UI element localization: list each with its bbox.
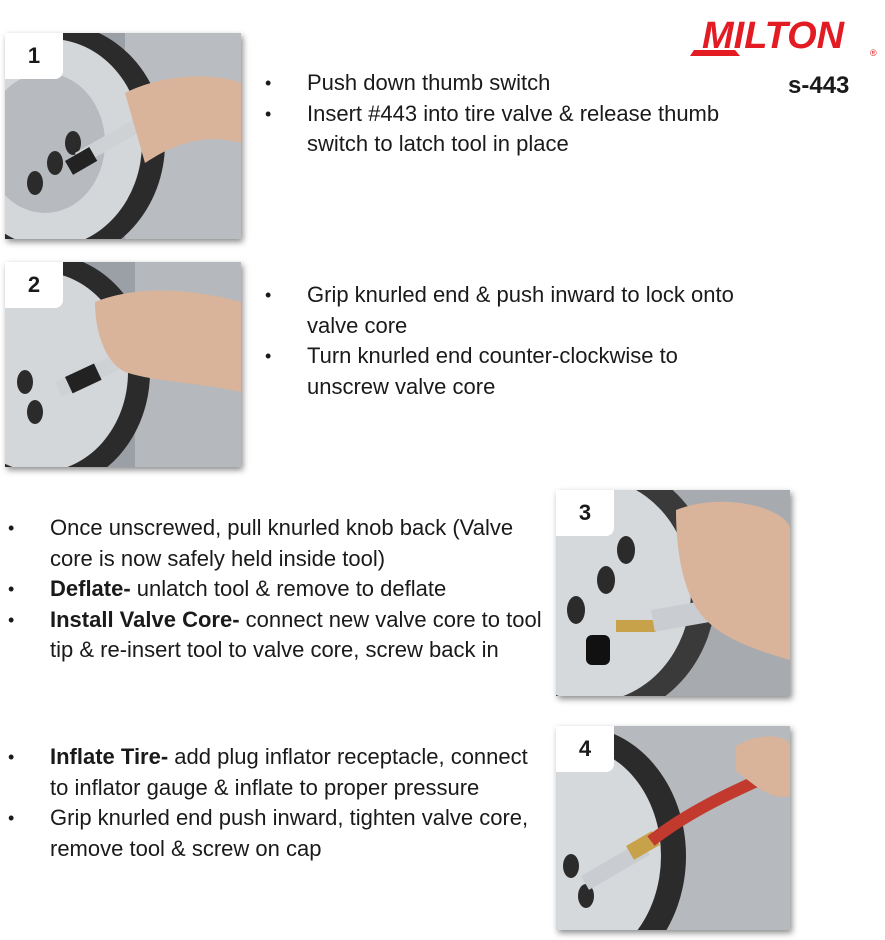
step-1-number: 1 bbox=[5, 33, 63, 79]
step-4-number: 4 bbox=[556, 726, 614, 772]
step-2-bullet-2: • Turn knurled end counter-clockwise to unscrew valve core bbox=[265, 341, 745, 402]
step-3-bullet-3: • Install Valve Core- connect new valve core to tool tip & re-insert tool to valve core, screw back in bbox=[8, 605, 543, 666]
milton-logo bbox=[680, 6, 880, 62]
step-3-photo bbox=[556, 490, 790, 696]
step-2-bullet-1: • Grip knurled end & push inward to lock onto valve core bbox=[265, 280, 745, 341]
step-3-number: 3 bbox=[556, 490, 614, 536]
step-2-photo bbox=[5, 262, 241, 467]
step-1-bullet-2: • Insert #443 into tire valve & release thumb switch to latch tool in place bbox=[265, 99, 735, 160]
step-4-photo bbox=[556, 726, 790, 930]
step-3-bullet-2: • Deflate- unlatch tool & remove to deflate bbox=[8, 574, 543, 605]
step-1-instructions bbox=[265, 68, 735, 160]
step-1-bullet-1: • Push down thumb switch bbox=[265, 68, 735, 99]
step-2-number: 2 bbox=[5, 262, 63, 308]
step-1-photo bbox=[5, 33, 241, 239]
step-4-instructions bbox=[8, 742, 548, 864]
registered-mark: ® bbox=[870, 48, 877, 58]
step-4-bullet-1: • Inflate Tire- add plug inflator receptacle, connect to inflator gauge & inflate to proper pressure bbox=[8, 742, 548, 803]
step-4-bullet-2: • Grip knurled end push inward, tighten valve core, remove tool & screw on cap bbox=[8, 803, 548, 864]
model-number: s-443 bbox=[788, 72, 850, 99]
step-3-instructions bbox=[8, 513, 543, 666]
step-3-bullet-1: • Once unscrewed, pull knurled knob back (Valve core is now safely held inside tool) bbox=[8, 513, 543, 574]
logo-text: MILTON bbox=[702, 15, 845, 57]
step-2-instructions bbox=[265, 280, 745, 402]
